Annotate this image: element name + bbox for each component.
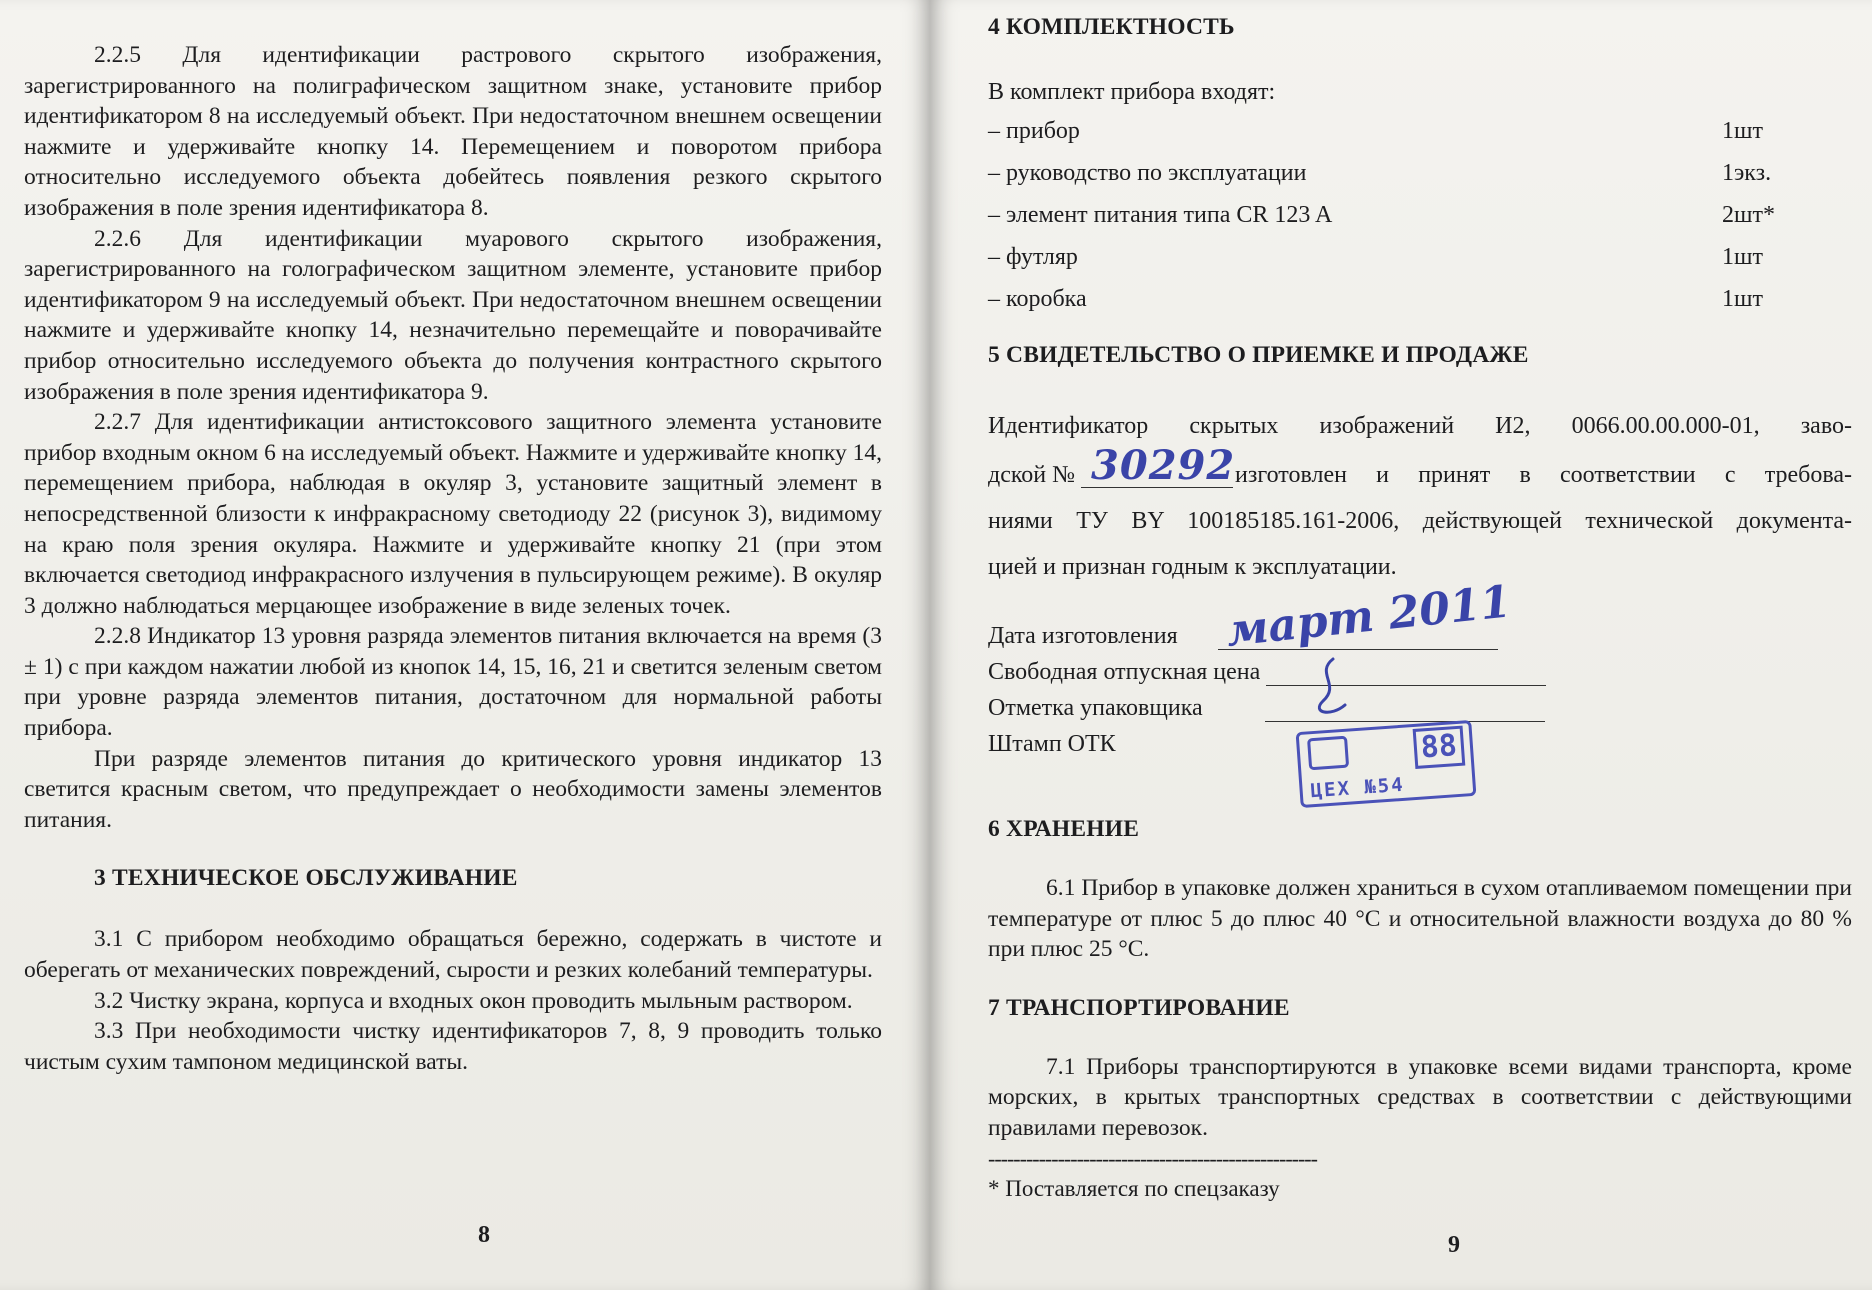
cert-line-2 [988,442,1852,498]
paragraph-2-2-6: 2.2.6 Для идентификации муарового скрытого изображения, зарегистрированного на голографическом защитном элементе, установите прибор идентификатором 9 на исследуемый объект. При недостаточном внешнем освещении нажмите и удерживайте кнопку 14, незначительно перемещайте и поворачивайте прибор относительно исследуемого объекта до получения контрастного скрытого изображения в поле зрения идентификатора 9. [24,225,882,405]
page-number-right: 9 [1448,1232,1460,1258]
heading-section-6: 6 ХРАНЕНИЕ [988,816,1140,842]
kit-item-qty: 1шт [1722,243,1763,270]
kit-item-name: – коробка [988,285,1087,312]
paragraph-battery-warning: При разряде элементов питания до критического уровня индикатор 13 светится красным светом, что предупреждает о необходимости замены элементов питания. [24,745,882,833]
kit-item [988,278,1852,320]
cert-line-3: ниями ТУ BY 100185185.161-2006, действующей технической документа- [988,508,1852,534]
packer-signature [1301,655,1361,725]
otk-stamp [1296,720,1477,808]
kit-item-name: – футляр [988,243,1078,270]
right-page [930,0,1872,1290]
kit-item-qty: 1экз. [1722,159,1772,186]
stamp-number: 88 [1413,726,1466,769]
manufacture-date-handwritten: март 2011 [1223,576,1513,657]
cert-prefix: дской № [988,462,1076,488]
kit-item-qty: 1шт [1722,117,1763,144]
heading-section-4: 4 КОМПЛЕКТНОСТЬ [988,14,1235,40]
price-row [988,650,1852,686]
cert-line-1: Идентификатор скрытых изображений И2, 0066.00.00.000-01, заво- [988,413,1852,439]
heading-section-3: 3 ТЕХНИЧЕСКОЕ ОБСЛУЖИВАНИЕ [94,865,518,892]
paragraph-3-3: 3.3 При необходимости чистку идентификаторов 7, 8, 9 проводить только чистым сухим тампоном медицинской ваты. [24,1018,882,1075]
paragraph-7-1: 7.1 Приборы транспортируются в упаковке всеми видами транспорта, кроме морских, в крытых транспортных средствах в соответствии с действующими правилами перевозок. [988,1053,1852,1141]
manufacture-date-row [988,576,1852,657]
kit-item-qty: 1шт [1722,285,1763,312]
paragraph-6-1: 6.1 Прибор в упаковке должен храниться в сухом отапливаемом помещении при температуре от плюс 5 до плюс 40 °С и относительной влажности воздуха до 80 % при плюс 25 °С. [988,875,1852,963]
paragraph-2-2-5: 2.2.5 Для идентификации растрового скрытого изображения, зарегистрированного на полиграфическом защитном знаке, установите прибор идентификатором 8 на исследуемый объект. При недостаточном внешнем освещении нажмите и удерживайте кнопку 14. Перемещением и поворотом прибора относительно исследуемого объекта добейтесь появления резкого скрытого изображения в поле зрения идентификатора 8. [24,42,882,221]
packer-line [1265,697,1545,722]
left-page [0,0,930,1290]
paragraph-2-2-8: 2.2.8 Индикатор 13 уровня разряда элементов питания включается на время (3 ± 1) с при каждом нажатии любой из кнопок 14, 15, 16, 21 и светится зеленым светом при уровне разряда элементов питания, достаточном для нормальной работы прибора. [24,623,882,742]
kit-item [988,236,1852,278]
page-number-left: 8 [478,1222,490,1248]
footnote-rule: ---------------------------------------------------- [988,1145,1317,1171]
signature-fields [988,576,1852,803]
kit-item-name: – элемент питания типа CR 123 A [988,201,1333,228]
serial-number-handwritten: 30292 [1091,442,1236,489]
footnote: * Поставляется по спецзаказу [988,1175,1280,1201]
cert-line-4: цией и признан годным к эксплуатации. [988,554,1397,580]
kit-item [988,194,1852,236]
kit-item-name: – руководство по эксплуатации [988,159,1307,186]
heading-section-5: 5 СВИДЕТЕЛЬСТВО О ПРИЕМКЕ И ПРОДАЖЕ [988,342,1529,368]
cert-line-2-rest: изготовлен и принят в соответствии с требова- [1235,462,1852,488]
kit-item [988,110,1852,152]
kit-intro: В комплект прибора входят: [988,79,1276,105]
manufacture-date-line [1218,576,1513,657]
stamp-text: ЦЕХ №54 [1309,773,1406,803]
serial-number-field [1081,442,1236,489]
otk-label: Штамп ОТК [988,731,1116,757]
kit-item [988,152,1852,194]
price-label: Свободная отпускная цена [988,659,1261,685]
packer-label: Отметка упаковщика [988,695,1203,721]
acceptance-certificate [988,403,1852,590]
manufacture-date-label: Дата изготовления [988,623,1178,649]
kit-item-qty: 2шт* [1722,201,1775,228]
stamp-box [1307,736,1349,771]
packer-row [988,686,1852,722]
paragraph-3-2: 3.2 Чистку экрана, корпуса и входных окон проводить мыльным раствором. [94,987,853,1014]
kit-list [988,110,1852,320]
kit-item-name: – прибор [988,117,1080,144]
paragraph-3-1: 3.1 С прибором необходимо обращаться бережно, содержать в чистоте и оберегать от механических повреждений, сырости и резких колебаний температуры. [24,926,882,984]
heading-section-7: 7 ТРАНСПОРТИРОВАНИЕ [988,994,1290,1021]
paragraph-2-2-7: 2.2.7 Для идентификации антистоксового защитного элемента установите прибор входным окном 6 на исследуемый объект. Нажмите и удерживайте кнопку 14, перемещением прибора, наблюдая в окуляр 3, установите защитный элемент в непосредственной близости к инфракрасному светодиоду 22 (рисунок 3), видимому на краю поля зрения окуляра. Нажмите и удерживайте кнопку 21 (при этом включается светодиод инфракрасного излучения в пульсирующем режиме). В окуляр 3 должно наблюдаться мерцающее изображение в виде зеленых точек. [24,409,883,619]
